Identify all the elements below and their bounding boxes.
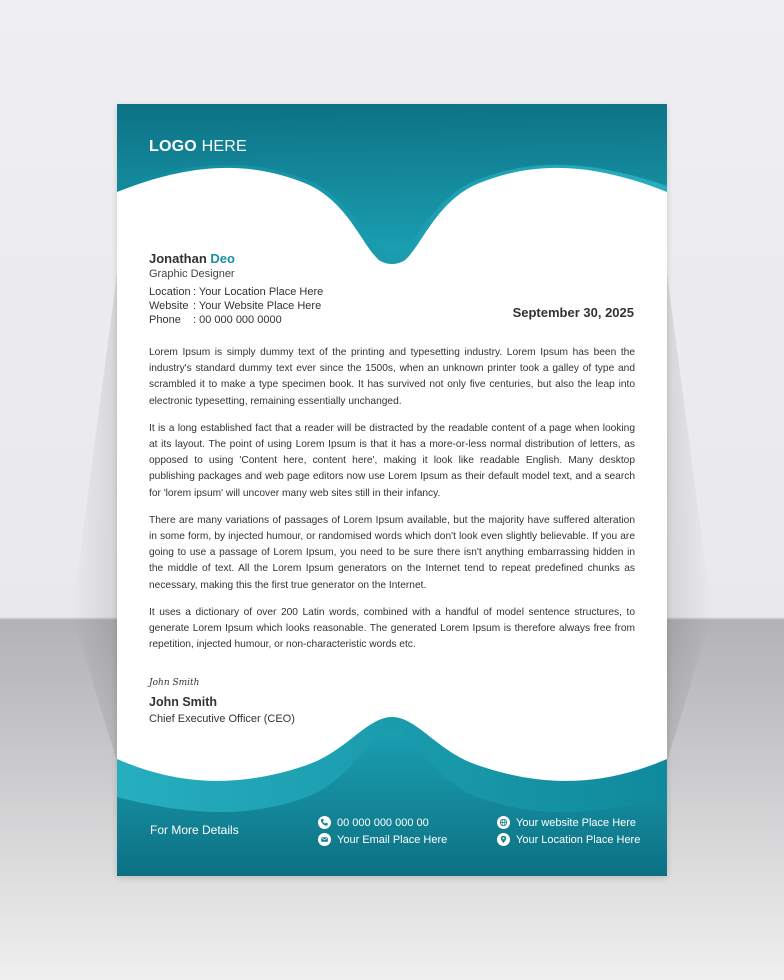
letter-body bbox=[149, 345, 635, 664]
footer-contact-col-1 bbox=[318, 814, 447, 848]
email-icon bbox=[318, 833, 331, 846]
header-wave bbox=[117, 104, 667, 269]
contact-row-location bbox=[149, 285, 323, 299]
letterhead-page bbox=[117, 104, 667, 876]
footer-wave bbox=[117, 711, 667, 876]
footer-email bbox=[318, 831, 447, 848]
signer-name: John Smith bbox=[149, 695, 218, 709]
footer-location-text: Your Location Place Here bbox=[516, 833, 641, 846]
logo-text: HERE bbox=[196, 138, 247, 155]
footer-website-text: Your website Place Here bbox=[516, 816, 637, 829]
contact-value: : Your Website Place Here bbox=[193, 300, 322, 312]
logo-text-bold: LOGO bbox=[149, 138, 197, 155]
signature-script: John Smith bbox=[149, 678, 200, 688]
sender-last-name: Deo bbox=[210, 251, 235, 266]
footer-phone-text: 00 000 000 000 00 bbox=[337, 816, 429, 829]
body-paragraph: Lorem Ipsum is simply dummy text of the printing and typesetting industry. Lorem Ipsum has been the industry's standard dummy text ever since the 1500s, when an unknown printer took a galley of type and scrambled it to make a type specimen book. It has survived not only five centuries, but also the leap into electronic typesetting, remaining essentially unchanged. bbox=[149, 347, 635, 407]
footer-location bbox=[497, 831, 640, 848]
footer-website bbox=[497, 814, 640, 831]
contact-value: : Your Location Place Here bbox=[193, 286, 324, 298]
contact-key: Phone bbox=[149, 314, 181, 326]
sender-name bbox=[149, 251, 235, 266]
phone-icon bbox=[318, 816, 331, 829]
footer-contact-col-2 bbox=[497, 814, 640, 848]
footer-label: For More Details bbox=[150, 823, 239, 837]
body-paragraph: It is a long established fact that a reader will be distracted by the readable content of a page when looking at its layout. The point of using Lorem Ipsum is that it has a more-or-less normal distribution of letters, as opposed to using 'Content here, content here', making it look like readable English. Many desktop publishing packages and web page editors now use Lorem Ipsum as their default model text, and a search for 'lorem ipsum' will uncover many web sites still in their infancy. bbox=[149, 422, 635, 499]
contact-key: Location bbox=[149, 286, 191, 298]
signer-title: Chief Executive Officer (CEO) bbox=[149, 713, 295, 725]
body-paragraph: It uses a dictionary of over 200 Latin words, combined with a handful of model sentence structures, to generate Lorem Ipsum which looks reasonable. The generated Lorem Ipsum is therefore always free from repetition, injected humour, or non-characteristic words etc. bbox=[149, 606, 635, 651]
sender-first-name: Jonathan bbox=[149, 251, 207, 266]
contact-value: : 00 000 000 0000 bbox=[193, 314, 282, 326]
contact-row-website bbox=[149, 299, 323, 313]
footer-phone bbox=[318, 814, 447, 831]
sender-contacts bbox=[149, 285, 323, 327]
location-pin-icon bbox=[497, 833, 510, 846]
letter-date: September 30, 2025 bbox=[512, 305, 634, 320]
logo bbox=[149, 138, 247, 156]
contact-row-phone bbox=[149, 313, 323, 327]
footer-email-text: Your Email Place Here bbox=[337, 833, 448, 846]
sender-title: Graphic Designer bbox=[149, 268, 235, 280]
globe-icon bbox=[497, 816, 510, 829]
body-paragraph: There are many variations of passages of Lorem Ipsum available, but the majority have suffered alteration in some form, by injected humour, or randomised words which don't look even slightly believable. If you are going to use a passage of Lorem Ipsum, you need to be sure there isn't anything embarrassing hidden in the middle of text. All the Lorem Ipsum generators on the Internet tend to repeat predefined chunks as necessary, making this the first true generator on the Internet. bbox=[149, 514, 635, 591]
contact-key: Website bbox=[149, 300, 189, 312]
